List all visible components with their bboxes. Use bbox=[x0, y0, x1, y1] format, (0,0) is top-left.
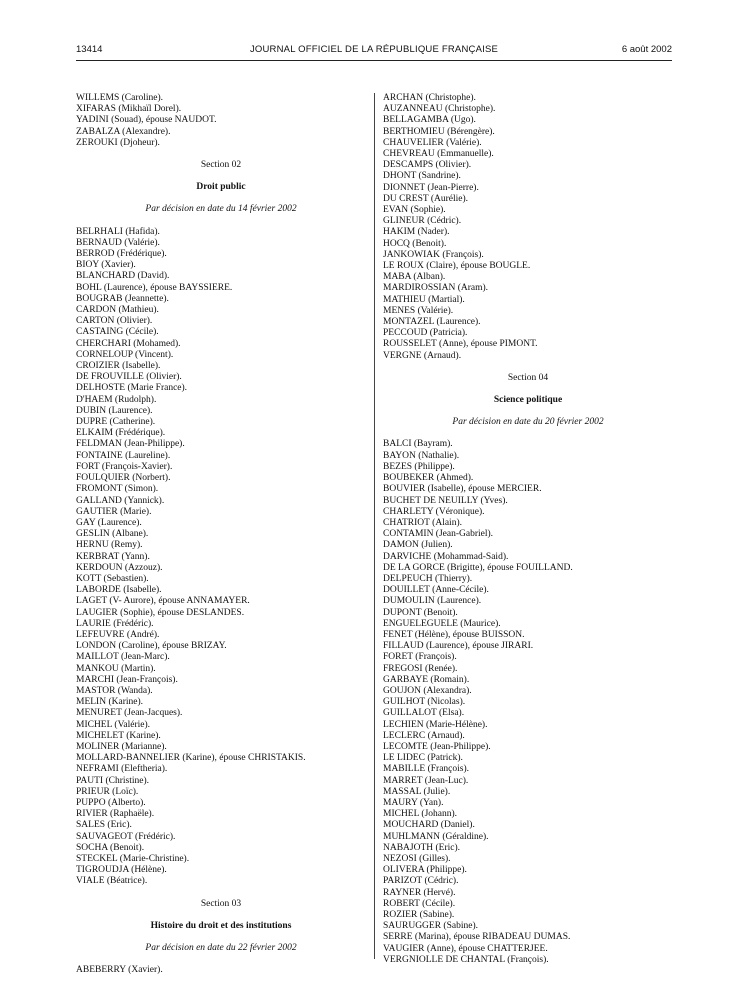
list-item: LAURIE (Frédéric). bbox=[76, 618, 154, 629]
list-item: BERROD (Frédérique). bbox=[76, 249, 167, 260]
section-03-continued-name-list bbox=[383, 93, 673, 362]
list-item: FILLAUD (Laurence), épouse JIRARI. bbox=[383, 641, 534, 652]
section-03-number: Section 03 bbox=[200, 898, 242, 909]
list-item: MUHLMANN (Géraldine). bbox=[383, 831, 489, 842]
list-item: SAURUGGER (Sabine). bbox=[383, 921, 478, 932]
list-item: KERDOUN (Azzouz). bbox=[76, 562, 163, 573]
list-item: PAUTI (Christine). bbox=[76, 775, 150, 786]
list-item: GALLAND (Yannick). bbox=[76, 495, 165, 506]
list-item: MATHIEU (Martial). bbox=[383, 294, 465, 305]
list-item: ROUSSELET (Anne), épouse PIMONT. bbox=[383, 339, 538, 350]
list-item: DARVICHE (Mohammad-Said). bbox=[383, 551, 509, 562]
list-item: SERRE (Marina), épouse RIBADEAU DUMAS. bbox=[383, 932, 571, 943]
list-item: YADINI (Souad), épouse NAUDOT. bbox=[76, 115, 217, 126]
list-item: RIVIER (Raphaële). bbox=[76, 809, 155, 820]
list-item: KERBRAT (Yann). bbox=[76, 551, 150, 562]
list-item: WILLEMS (Caroline). bbox=[76, 93, 164, 103]
list-item: FORET (François). bbox=[383, 652, 457, 663]
list-item: NEZOSI (Gilles). bbox=[383, 854, 451, 864]
list-item: BAYON (Nathalie). bbox=[383, 450, 460, 461]
list-item: VERGNE (Arnaud). bbox=[383, 350, 462, 361]
list-item: DE LA GORCE (Brigitte), épouse FOUILLAND. bbox=[383, 562, 573, 573]
section-03-title: Histoire du droit et des institutions bbox=[150, 920, 292, 931]
list-item: ROZIER (Sabine). bbox=[383, 910, 455, 921]
list-item: ARCHAN (Christophe). bbox=[383, 93, 476, 103]
list-item: MICHEL (Valérie). bbox=[76, 719, 151, 730]
list-item: HOCQ (Benoit). bbox=[383, 238, 447, 249]
list-item: LABORDE (Isabelle). bbox=[76, 585, 162, 596]
list-item: ZABALZA (Alexandre). bbox=[76, 126, 171, 137]
list-item: FORT (François-Xavier). bbox=[76, 461, 173, 472]
list-item: GESLIN (Albane). bbox=[76, 529, 149, 540]
list-item: FENET (Hélène), épouse BUISSON. bbox=[383, 629, 525, 640]
list-item: ABEBERRY (Xavier). bbox=[76, 965, 163, 976]
list-item: VIALE (Béatrice). bbox=[76, 876, 148, 887]
list-item: DELPEUCH (Thierry). bbox=[383, 573, 473, 584]
section-03-decision: Par décision en date du 22 février 2002 bbox=[145, 943, 297, 954]
column-divider bbox=[374, 93, 375, 959]
list-item: DOUILLET (Anne-Cécile). bbox=[383, 585, 489, 596]
list-item: MICHEL (Johann). bbox=[383, 809, 458, 820]
list-item: MABILLE (François). bbox=[383, 764, 470, 775]
list-item: BERTHOMIEU (Bérengère). bbox=[383, 126, 495, 137]
list-item: FREGOSI (Renée). bbox=[383, 663, 458, 674]
list-item: BOUGRAB (Jeannette). bbox=[76, 293, 169, 304]
list-item: BEZES (Philippe). bbox=[383, 461, 455, 472]
list-item: MOLINER (Marianne). bbox=[76, 741, 167, 752]
list-item: D'HAEM (Rudolph). bbox=[76, 394, 157, 405]
list-item: CARTON (Olivier). bbox=[76, 316, 153, 327]
list-item: GUILLALOT (Elsa). bbox=[383, 708, 465, 719]
list-item: TIGROUDJA (Hélène). bbox=[76, 865, 167, 876]
list-item: LE ROUX (Claire), épouse BOUGLE. bbox=[383, 261, 531, 272]
section-02-title: Droit public bbox=[196, 182, 246, 193]
list-item: DUBIN (Laurence). bbox=[76, 405, 153, 416]
list-item: GAY (Laurence). bbox=[76, 517, 142, 528]
list-item: PRIEUR (Loïc). bbox=[76, 786, 139, 797]
page-number: 13414 bbox=[76, 44, 103, 55]
list-item: BALCI (Bayram). bbox=[383, 439, 453, 450]
list-item: LECHIEN (Marie-Hélène). bbox=[383, 719, 488, 730]
section-02-name-list bbox=[76, 227, 366, 888]
list-item: GLINEUR (Cédric). bbox=[383, 216, 462, 227]
list-item: AUZANNEAU (Christophe). bbox=[383, 104, 496, 115]
list-item: RAYNER (Hervé). bbox=[383, 887, 456, 898]
list-item: CARDON (Mathieu). bbox=[76, 305, 159, 316]
section-02-decision: Par décision en date du 14 février 2002 bbox=[145, 204, 297, 215]
list-item: MARCHI (Jean-François). bbox=[76, 674, 178, 685]
list-item: DESCAMPS (Olivier). bbox=[383, 160, 472, 171]
list-item: VAUGIER (Anne), épouse CHATTERJEE. bbox=[383, 943, 548, 954]
list-item: BOUBEKER (Ahmed). bbox=[383, 473, 474, 484]
list-item: SAUVAGEOT (Frédéric). bbox=[76, 831, 176, 842]
list-item: MAILLOT (Jean-Marc). bbox=[76, 652, 170, 663]
right-column bbox=[383, 93, 673, 966]
list-item: DE FROUVILLE (Olivier). bbox=[76, 372, 182, 383]
list-item: CHATRIOT (Alain). bbox=[383, 517, 462, 528]
list-item: FROMONT (Simon). bbox=[76, 484, 159, 495]
list-item: BOUVIER (Isabelle), épouse MERCIER. bbox=[383, 484, 542, 495]
list-item: PECCOUD (Patricia). bbox=[383, 328, 468, 339]
section-04-title: Science politique bbox=[493, 395, 563, 406]
list-item: MENURET (Jean-Jacques). bbox=[76, 708, 183, 719]
list-item: MONTAZEL (Laurence). bbox=[383, 317, 481, 328]
page-header bbox=[76, 43, 672, 57]
list-item: GARBAYE (Romain). bbox=[383, 674, 470, 685]
list-item: ZEROUKI (Djoheur). bbox=[76, 137, 160, 148]
list-item: FOULQUIER (Norbert). bbox=[76, 473, 171, 484]
list-item: CONTAMIN (Jean-Gabriel). bbox=[383, 529, 494, 540]
list-item: CHERCHARI (Mohamed). bbox=[76, 338, 181, 349]
left-column bbox=[76, 93, 366, 976]
list-item: CHAUVELIER (Valérie). bbox=[383, 137, 482, 148]
list-item: FONTAINE (Laureline). bbox=[76, 450, 171, 461]
list-item: FELDMAN (Jean-Philippe). bbox=[76, 439, 185, 450]
list-item: BELLAGAMBA (Ugo). bbox=[383, 115, 476, 126]
list-item: BLANCHARD (David). bbox=[76, 271, 170, 282]
journal-title: JOURNAL OFFICIEL DE LA RÉPUBLIQUE FRANÇAISE bbox=[249, 44, 499, 55]
list-item: MANKOU (Martin). bbox=[76, 663, 156, 674]
list-item: HERNU (Remy). bbox=[76, 540, 143, 551]
list-item: BIOY (Xavier). bbox=[76, 260, 136, 271]
list-item: MABA (Alban). bbox=[383, 272, 446, 283]
list-item: MELIN (Karine). bbox=[76, 697, 144, 708]
header-rule bbox=[76, 60, 672, 61]
list-item: CORNELOUP (Vincent). bbox=[76, 349, 174, 360]
list-item: MASSAL (Julie). bbox=[383, 786, 451, 797]
issue-date: 6 août 2002 bbox=[621, 44, 672, 55]
list-item: MAURY (Yan). bbox=[383, 797, 444, 808]
list-item: MOUCHARD (Daniel). bbox=[383, 820, 475, 831]
list-item: EVAN (Sophie). bbox=[383, 205, 446, 216]
list-item: MASTOR (Wanda). bbox=[76, 685, 153, 696]
list-item: ENGUELEGUELE (Maurice). bbox=[383, 618, 501, 629]
list-item: LE LIDEC (Patrick). bbox=[383, 753, 463, 764]
list-item: SOCHA (Benoit). bbox=[76, 842, 145, 853]
section-02-number: Section 02 bbox=[200, 160, 242, 171]
intro-name-list bbox=[76, 93, 366, 149]
list-item: DU CREST (Aurélie). bbox=[383, 193, 469, 204]
list-item: CHEVREAU (Emmanuelle). bbox=[383, 149, 494, 160]
list-item: ELKAIM (Frédérique). bbox=[76, 428, 166, 439]
list-item: KOTT (Sebastien). bbox=[76, 573, 149, 584]
list-item: JANKOWIAK (François). bbox=[383, 249, 484, 260]
list-item: PUPPO (Alberto). bbox=[76, 797, 146, 808]
section-03-name-list bbox=[76, 965, 366, 976]
list-item: DAMON (Julien). bbox=[383, 540, 453, 551]
list-item: BUCHET DE NEUILLY (Yves). bbox=[383, 495, 508, 506]
list-item: HAKIM (Nader). bbox=[383, 227, 450, 238]
list-item: DHONT (Sandrine). bbox=[383, 171, 461, 182]
list-item: NEFRAMI (Eleftheria). bbox=[76, 764, 168, 775]
list-item: CASTAING (Cécile). bbox=[76, 327, 159, 338]
list-item: MARDIROSSIAN (Aram). bbox=[383, 283, 489, 294]
list-item: GOUJON (Alexandra). bbox=[383, 685, 472, 696]
list-item: MOLLARD-BANNELIER (Karine), épouse CHRISTAKIS. bbox=[76, 753, 306, 764]
list-item: NABAJOTH (Eric). bbox=[383, 842, 461, 853]
list-item: SALES (Eric). bbox=[76, 820, 132, 831]
list-item: BERNAUD (Valérie). bbox=[76, 237, 160, 248]
list-item: DUPRE (Catherine). bbox=[76, 417, 156, 428]
list-item: DIONNET (Jean-Pierre). bbox=[383, 182, 479, 193]
list-item: DUMOULIN (Laurence). bbox=[383, 596, 482, 607]
list-item: GAUTIER (Marie). bbox=[76, 506, 152, 517]
list-item: BOHL (Laurence), épouse BAYSSIERE. bbox=[76, 282, 233, 293]
list-item: PARIZOT (Cédric). bbox=[383, 876, 459, 887]
list-item: VERGNIOLLE DE CHANTAL (François). bbox=[383, 954, 549, 965]
list-item: DUPONT (Benoit). bbox=[383, 607, 458, 618]
list-item: ROBERT (Cécile). bbox=[383, 898, 456, 909]
list-item: STECKEL (Marie-Christine). bbox=[76, 854, 190, 864]
list-item: LEFEUVRE (André). bbox=[76, 629, 160, 640]
list-item: MARRET (Jean-Luc). bbox=[383, 775, 469, 786]
list-item: MENES (Valérie). bbox=[383, 305, 454, 316]
list-item: GUILHOT (Nicolas). bbox=[383, 697, 466, 708]
list-item: LONDON (Caroline), épouse BRIZAY. bbox=[76, 641, 227, 652]
list-item: DELHOSTE (Marie France). bbox=[76, 383, 188, 394]
section-04-decision: Par décision en date du 20 février 2002 bbox=[452, 417, 604, 428]
list-item: LECLERC (Arnaud). bbox=[383, 730, 465, 741]
list-item: BELRHALI (Hafida). bbox=[76, 226, 160, 237]
section-04-number: Section 04 bbox=[507, 372, 549, 383]
list-item: XIFARAS (Mikhaïl Dorel). bbox=[76, 104, 182, 115]
list-item: LAGET (V- Aurore), épouse ANNAMAYER. bbox=[76, 596, 250, 607]
list-item: MICHELET (Karine). bbox=[76, 730, 161, 741]
list-item: LAUGIER (Sophie), épouse DESLANDES. bbox=[76, 607, 245, 618]
list-item: CHARLETY (Véronique). bbox=[383, 506, 485, 517]
section-04-name-list bbox=[383, 439, 673, 966]
list-item: CROIZIER (Isabelle). bbox=[76, 361, 161, 372]
list-item: OLIVERA (Philippe). bbox=[383, 865, 467, 876]
list-item: LECOMTE (Jean-Philippe). bbox=[383, 741, 491, 752]
